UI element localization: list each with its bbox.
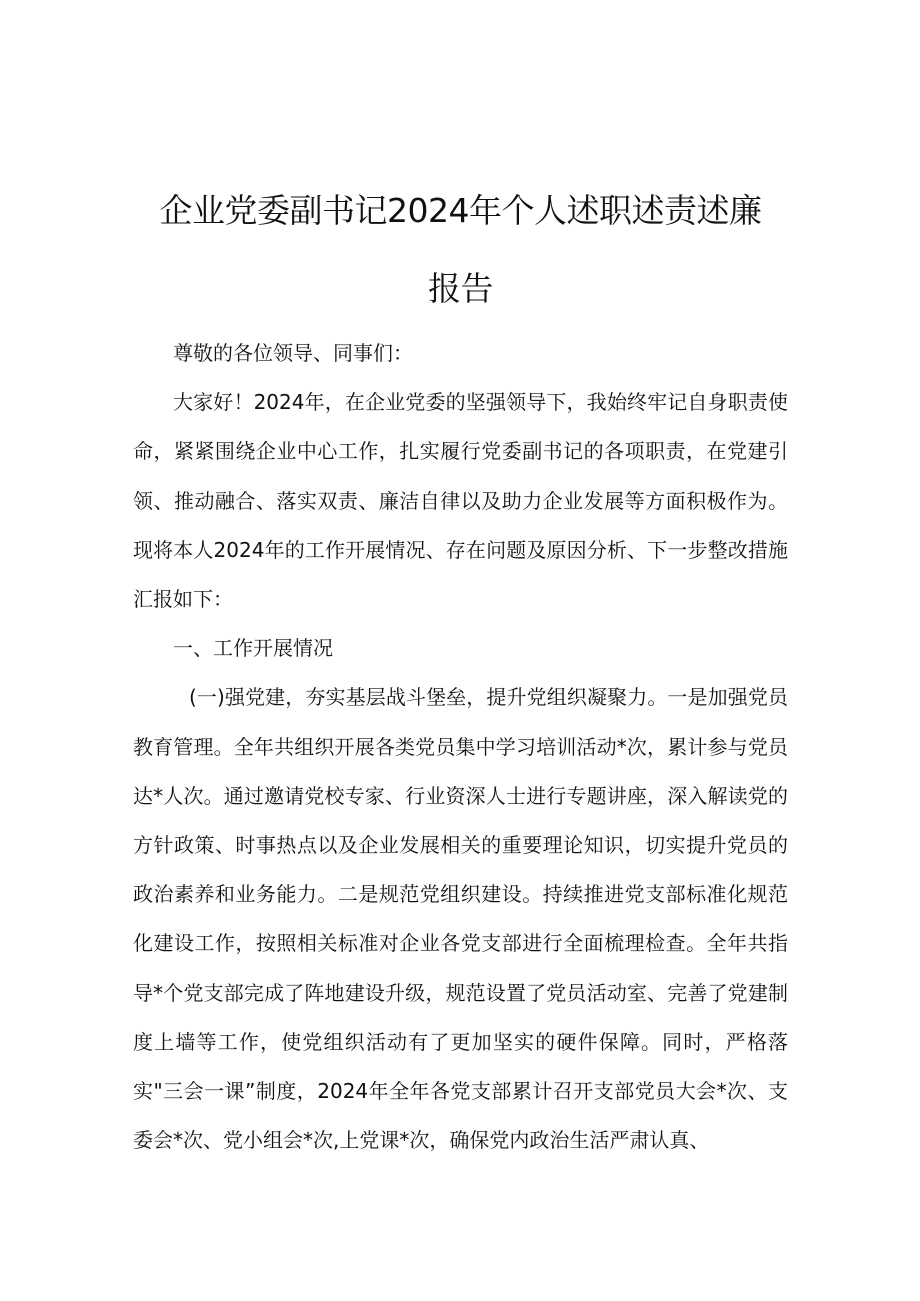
title-line-1: 企业党委副书记2024年个人述职述责述廉 — [159, 191, 762, 230]
document-body — [133, 329, 788, 1165]
salutation: 尊敬的各位领导、同事们： — [173, 341, 413, 365]
section-heading: 一、工作开展情况 — [173, 636, 333, 661]
document-title — [133, 172, 788, 328]
subsection-paragraph: (一)强党建，夯实基层战斗堡垒，提升党组织凝聚力。一是加强党员教育管理。全年共组织开展各类党员集中学习培训活动*次，累计参与党员达*人次。通过邀请党校专家、行业资深人士进行专题讲座，深入解读党的方针政策、时事热点以及企业发展相关的重要理论知识，切实提升党员的政治素养和业务能力。二是规范党组织建设。持续推进党支部标准化规范化建设工作，按照相关标准对企业各党支部进行全面梳理检查。全年共指导*个党支部完成了阵地建设升级，规范设置了党员活动室、完善了党建制度上墙等工作，使党组织活动有了更加坚实的硬件保障。同时，严格落实"三会一课”制度，2024年全年各党支部累计召开支部党员大会*次、支委会*次、党小组会*次,上党课*次，确保党内政治生活严肃认真、 — [133, 685, 788, 1153]
intro-paragraph: 大家好！2024年，在企业党委的坚强领导下，我始终牢记自身职责使命，紧紧围绕企业中心工作，扎实履行党委副书记的各项职责，在党建引领、推动融合、落实双责、廉洁自律以及助力企业发展等方面积极作为。现将本人2024年的工作开展情况、存在问题及原因分析、下一步整改措施汇报如下： — [133, 390, 788, 612]
title-line-2: 报告 — [428, 269, 493, 308]
